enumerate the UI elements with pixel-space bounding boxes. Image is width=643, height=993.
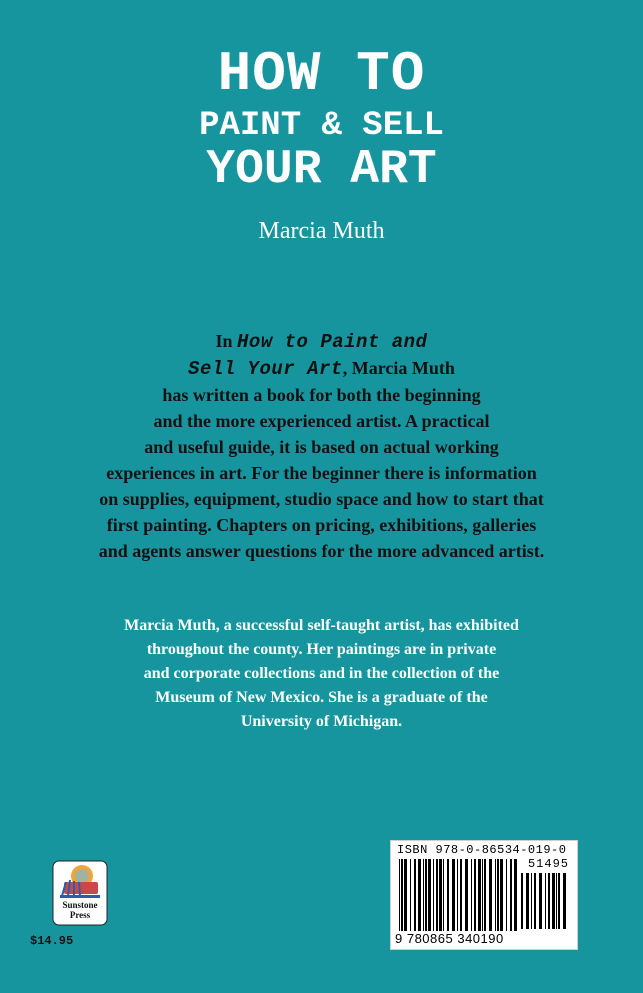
description-line: first painting. Chapters on pricing, exhibitions, galleries (106, 515, 537, 535)
barcode-bar (460, 859, 462, 931)
barcode-bar (545, 873, 546, 929)
barcode-bar (534, 873, 536, 929)
description-line: has written a book for both the beginning (162, 385, 481, 405)
title-line-2: PAINT & SELL (199, 107, 444, 145)
bio-line: Marcia Muth, a successful self-taught artist, has exhibited (124, 617, 519, 634)
barcode-bar (521, 873, 523, 929)
barcode-bar (433, 859, 434, 931)
barcode-bar (452, 859, 455, 931)
barcode-bar (539, 873, 542, 929)
barcode-bar (447, 859, 449, 931)
description-line: and the more experienced artist. A practical (153, 411, 490, 431)
barcode-bar (439, 859, 442, 931)
book-title-inline: How to Paint and (237, 331, 428, 353)
barcode-bar (474, 859, 476, 931)
svg-text:Sunstone: Sunstone (62, 900, 98, 910)
description-line: and agents answer questions for the more advanced artist. (98, 541, 545, 561)
barcode-bar (531, 873, 532, 929)
barcode-bar (497, 859, 499, 931)
barcode-bar (506, 859, 507, 931)
barcode-bar (423, 859, 424, 931)
svg-text:Press: Press (69, 910, 91, 920)
barcode-bar (510, 859, 512, 931)
bio-line: throughout the county. Her paintings are in private (146, 641, 497, 658)
description-line: and useful guide, it is based on actual working (144, 437, 499, 457)
barcode-bar (399, 859, 400, 931)
barcode-bar (558, 873, 560, 929)
book-title-inline: Sell Your Art (188, 358, 343, 380)
barcode-bar (552, 873, 555, 929)
description-line: Sell Your Art, Marcia Muth (188, 358, 455, 380)
barcode (390, 840, 578, 950)
barcode-bar (495, 859, 496, 931)
barcode-bar (401, 859, 403, 931)
title-line-1: HOW TO (217, 42, 426, 106)
barcode-bar (414, 859, 416, 931)
description-line: In How to Paint and (215, 331, 428, 353)
barcode-bar (556, 873, 557, 929)
barcode-bar (465, 859, 468, 931)
bio-line: University of Michigan. (240, 713, 403, 730)
barcode-bar (471, 859, 472, 931)
barcode-bar (428, 859, 431, 931)
author-bio (60, 614, 583, 734)
barcode-bar (410, 859, 411, 931)
barcode-bar (482, 859, 483, 931)
barcode-digits: 9 780865 340190 (395, 931, 504, 946)
barcode-bar (404, 859, 407, 931)
description-line: on supplies, equipment, studio space and how to start that (99, 489, 544, 509)
bio-line: and corporate collections and in the collection of the (143, 665, 500, 682)
price-label: $14.95 (30, 934, 74, 948)
barcode-bar (484, 859, 486, 931)
barcode-bar (500, 859, 503, 931)
barcode-bar (457, 859, 458, 931)
barcode-bar (526, 873, 529, 929)
barcode-bar (425, 859, 427, 931)
barcode-addon-bars (521, 873, 569, 943)
sunstone-press-logo-icon (52, 860, 108, 926)
title-line-3: YOUR ART (206, 143, 437, 197)
barcode-addon-number: 51495 (527, 857, 569, 871)
barcode-bar (563, 873, 566, 929)
barcode-bar (514, 859, 517, 931)
barcode-main-bars (399, 859, 517, 931)
barcode-bar (443, 859, 444, 931)
barcode-bar (478, 859, 481, 931)
barcode-bar (418, 859, 421, 931)
description-line: experiences in art. For the beginner there is information (106, 463, 537, 483)
isbn-label: ISBN 978-0-86534-019-0 (397, 843, 567, 857)
barcode-bar (548, 873, 550, 929)
bio-line: Museum of New Mexico. She is a graduate of the (155, 689, 488, 706)
barcode-bar (436, 859, 438, 931)
author-name: Marcia Muth (258, 218, 385, 244)
book-description (60, 328, 583, 564)
barcode-bar (489, 859, 492, 931)
